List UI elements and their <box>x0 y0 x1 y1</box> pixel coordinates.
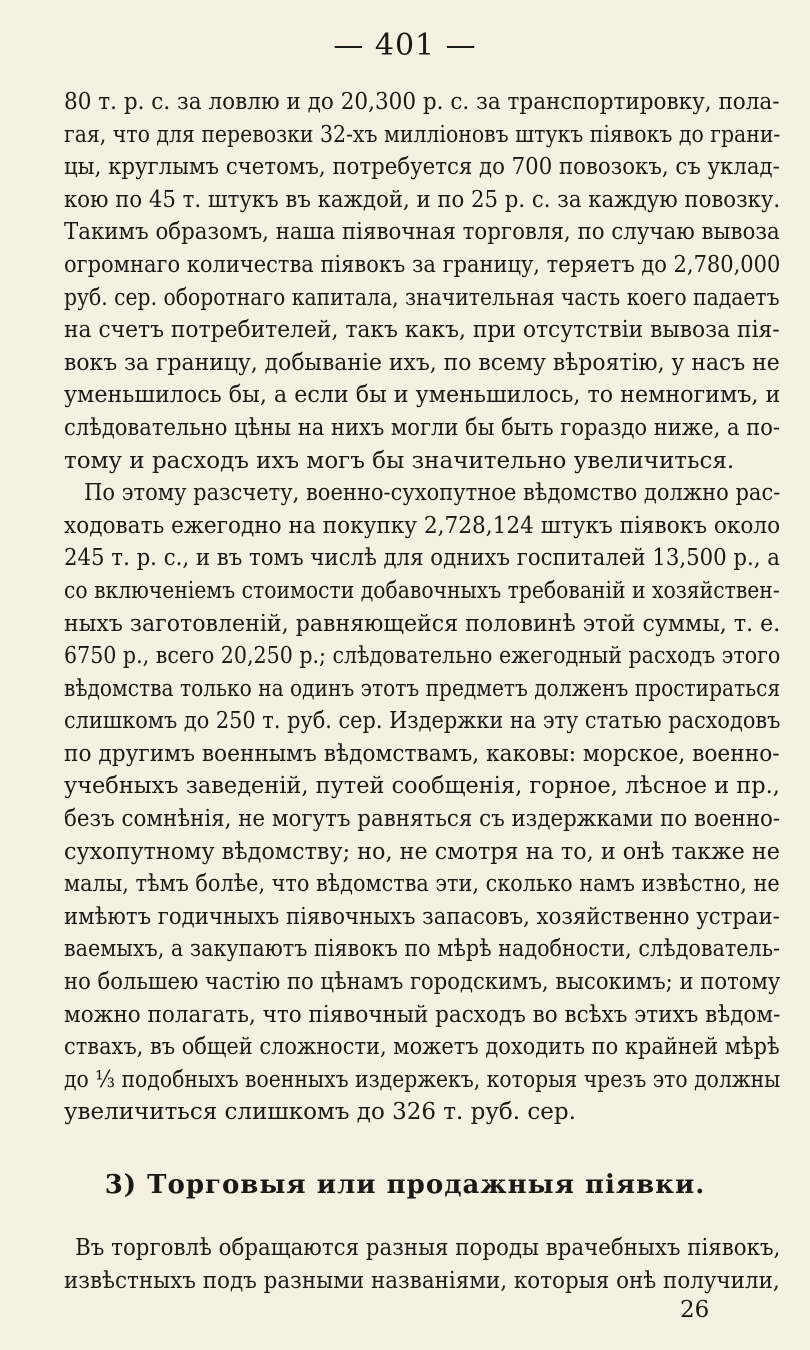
text-line: ваемыхъ, а закупаютъ піявокъ по мѣрѣ надобности, слѣдователь- <box>64 936 780 963</box>
text-line: по другимъ военнымъ вѣдомствамъ, каковы: морское, военно- <box>64 740 780 767</box>
text-line: извѣстныхъ подъ разными названіями, которыя онѣ получили, <box>64 1267 780 1294</box>
body-text-bottom <box>64 1232 780 1297</box>
text-line: По этому разсчету, военно-сухопутное вѣдомство должно рас- <box>84 480 781 507</box>
text-line: сухопутному вѣдомству; но, не смотря на то, и онѣ также не <box>64 838 780 865</box>
text-line: слѣдовательно цѣны на нихъ могли бы быть гораздо ниже, а по- <box>64 414 780 441</box>
text-line: до ⅓ подобныхъ военныхъ издержекъ, которыя чрезъ это должны <box>64 1066 781 1093</box>
signature-mark: 26 <box>680 1297 710 1323</box>
text-line: гая, что для перевозки 32-хъ милліоновъ штукъ піявокъ до грани- <box>64 121 781 148</box>
text-line: цы, круглымъ счетомъ, потребуется до 700 повозокъ, съ уклад- <box>64 154 780 181</box>
text-line: 6750 р., всего 20,250 р.; слѣдовательно ежегодный расходъ этого <box>64 643 781 670</box>
page-number: — 401 — <box>333 28 477 63</box>
text-line: ствахъ, въ общей сложности, можетъ доходить по крайней мѣрѣ <box>64 1034 780 1061</box>
text-line: 245 т. р. с., и въ томъ числѣ для однихъ госпиталей 13,500 р., а <box>64 545 780 572</box>
text-line: малы, тѣмъ болѣе, что вѣдомства эти, сколько намъ извѣстно, не <box>64 871 780 898</box>
text-line: огромнаго количества піявокъ за границу, теряетъ до 2,780,000 <box>64 251 781 278</box>
text-line: уменьшилось бы, а если бы и уменьшилось, то немногимъ, и <box>64 382 781 409</box>
text-line: Такимъ образомъ, наша піявочная торговля, по случаю вывоза <box>64 219 780 246</box>
paragraph-1 <box>64 86 780 477</box>
text-line: кою по 45 т. штукъ въ каждой, и по 25 р. с. за каждую повозку. <box>64 186 781 213</box>
text-line: Въ торговлѣ обращаются разныя породы врачебныхъ піявокъ, <box>75 1235 781 1261</box>
text-line: ныхъ заготовленій, равняющейся половинѣ этой суммы, т. е. <box>64 610 781 637</box>
paragraph-3 <box>64 1232 780 1297</box>
text-line: учебныхъ заведеній, путей сообщенія, горное, лѣсное и пр., <box>64 773 780 800</box>
text-line: можно полагать, что піявочный расходъ во всѣхъ этихъ вѣдом- <box>64 1001 781 1028</box>
text-line: имѣютъ годичныхъ піявочныхъ запасовъ, хозяйственно устраи- <box>64 903 780 930</box>
text-line: со включеніемъ стоимости добавочныхъ требованій и хозяйствен- <box>64 577 780 604</box>
text-line: 80 т. р. с. за ловлю и до 20,300 р. с. за транспортировку, пола- <box>64 89 780 115</box>
text-line: на счетъ потребителей, такъ какъ, при отсутствіи вывоза пія- <box>64 317 780 344</box>
text-line: вѣдомства только на одинъ этотъ предметъ долженъ простираться <box>64 675 781 702</box>
text-line: безъ сомнѣнія, не могутъ равняться съ издержками по военно- <box>64 806 781 833</box>
paragraph-2 <box>64 477 780 1129</box>
section-heading: 3) Торговыя или продажныя піявки. <box>104 1170 706 1200</box>
body-text-top <box>64 86 780 1129</box>
text-line: увеличиться слишкомъ до 326 т. руб. сер. <box>64 1099 576 1126</box>
text-line: но большею частію по цѣнамъ городскимъ, высокимъ; и потому <box>64 969 781 996</box>
text-line: ходовать ежегодно на покупку 2,728,124 штукъ піявокъ около <box>64 512 781 539</box>
text-line: руб. сер. оборотнаго капитала, значительная часть коего падаетъ <box>64 284 780 311</box>
text-line: слишкомъ до 250 т. руб. сер. Издержки на эту статью расходовъ <box>64 708 781 735</box>
text-line: тому и расходъ ихъ могъ бы значительно увеличиться. <box>64 447 735 474</box>
text-line: вокъ за границу, добываніе ихъ, по всему вѣроятію, у насъ не <box>64 349 780 376</box>
